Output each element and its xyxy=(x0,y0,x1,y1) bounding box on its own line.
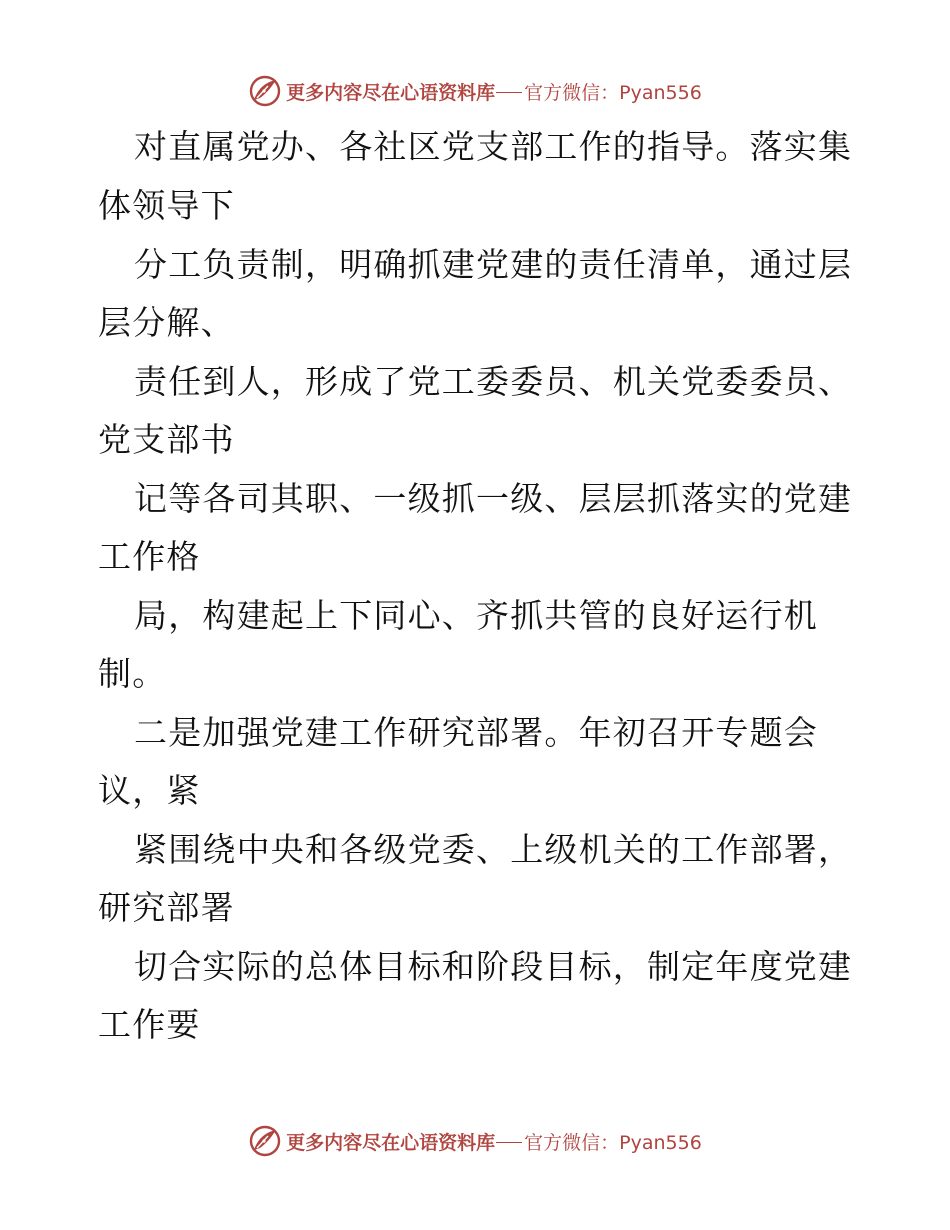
footer-banner xyxy=(0,1121,950,1161)
body-line: 工作格 xyxy=(98,537,201,576)
body-line: 切合实际的总体目标和阶段目标，制定年度党建 xyxy=(134,947,853,986)
pen-nib-logo-icon xyxy=(248,74,282,108)
header-banner xyxy=(0,71,950,111)
body-line: 记等各司其职、一级抓一级、层层抓落实的党建 xyxy=(134,479,853,518)
body-line: 局，构建起上下同心、齐抓共管的良好运行机 xyxy=(134,596,818,635)
body-line: 研究部署 xyxy=(98,888,235,927)
body-line: 责任到人，形成了党工委委员、机关党委委员、 xyxy=(134,362,853,401)
banner-dash xyxy=(496,1142,522,1143)
body-line: 制。 xyxy=(98,654,167,693)
banner-dash xyxy=(496,92,522,93)
body-line: 层分解、 xyxy=(98,303,235,342)
body-line: 对直属党办、各社区党支部工作的指导。落实集 xyxy=(134,127,853,166)
body-line: 工作要 xyxy=(98,1005,201,1044)
banner-wechat-text: 官方微信：Pyan556 xyxy=(524,81,702,104)
body-line: 党支部书 xyxy=(98,420,235,459)
body-line: 紧围绕中央和各级党委、上级机关的工作部署， xyxy=(134,830,853,869)
body-line: 议，紧 xyxy=(98,771,201,810)
banner-brand-text: 更多内容尽在心语资料库 xyxy=(286,81,496,104)
pen-nib-logo-icon xyxy=(248,1124,282,1158)
body-line: 分工负责制，明确抓建党建的责任清单，通过层 xyxy=(134,245,853,284)
body-line: 二是加强党建工作研究部署。年初召开专题会 xyxy=(134,713,818,752)
body-line: 体领导下 xyxy=(98,186,235,225)
banner-brand-text: 更多内容尽在心语资料库 xyxy=(286,1131,496,1154)
banner-wechat-text: 官方微信：Pyan556 xyxy=(524,1131,702,1154)
